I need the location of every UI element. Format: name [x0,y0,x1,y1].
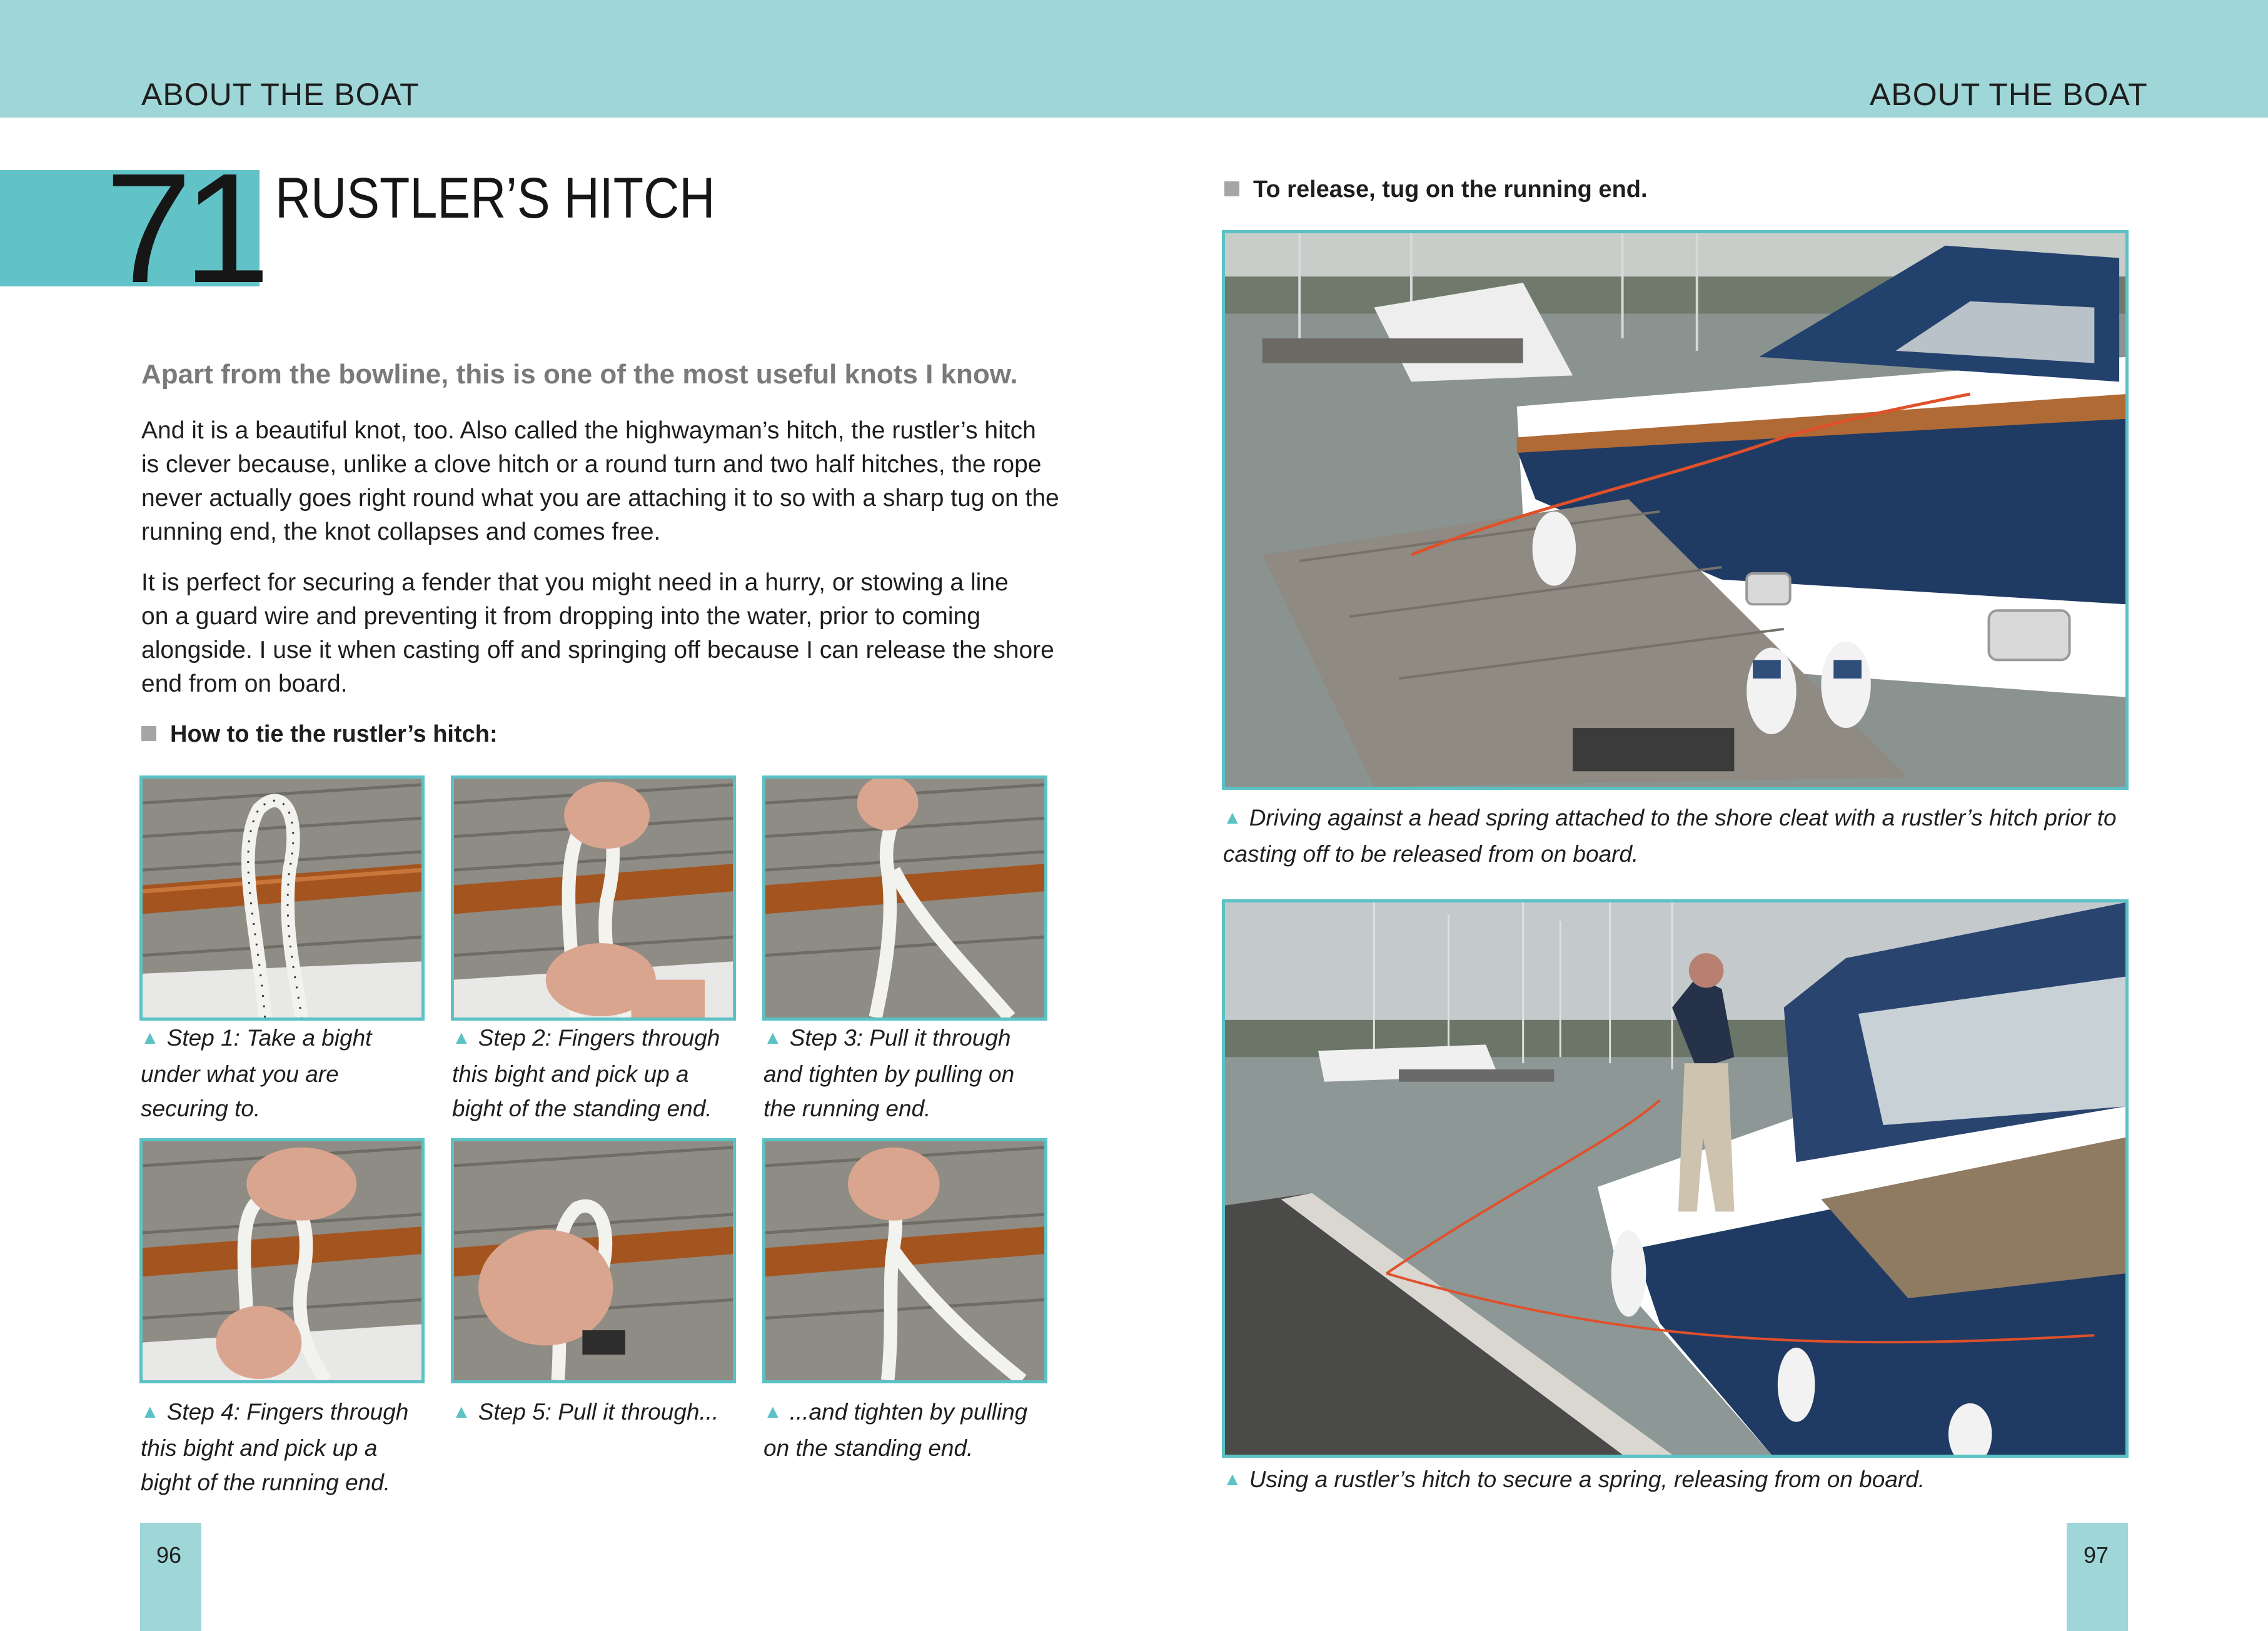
left-page-number: 96 [156,1542,182,1568]
triangle-bullet-icon: ▲ [141,1028,159,1048]
intro-paragraph-2 [141,566,1061,701]
step-3-caption [764,1021,1057,1126]
caption-line: Step 1: Take a bight [166,1025,372,1051]
left-folio-tab [140,1523,201,1631]
caption-line: this bight and pick up a [141,1435,378,1461]
caption-line: under what you are [141,1061,339,1087]
triangle-bullet-icon: ▲ [1223,1469,1242,1490]
caption-line: Driving against a head spring attached to the shore cleat with a rustler’s hitch prior to [1249,805,2117,831]
right-running-header: ABOUT THE BOAT [1870,77,2148,112]
photo1-caption [1223,800,2130,871]
text-line: running end, the knot collapses and comes free. [141,518,661,545]
caption-line: casting off to be released from on board. [1223,841,1639,867]
triangle-bullet-icon: ▲ [764,1028,782,1048]
caption-line: Step 5: Pull it through... [478,1399,719,1425]
text-line: And it is a beautiful knot, too. Also called the highwayman’s hitch, the rustler’s hitch [141,417,1036,444]
caption-line: Step 2: Fingers through [478,1025,720,1051]
how-to-heading [141,721,498,748]
release-heading [1224,176,1648,203]
step-4-photo [139,1138,425,1383]
text-line: alongside. I use it when casting off and springing off because I can release the shore [141,637,1054,664]
release-heading-text: To release, tug on the running end. [1253,176,1648,203]
square-bullet-icon [141,726,156,741]
triangle-bullet-icon: ▲ [1223,807,1242,828]
step-3-photo [762,775,1047,1021]
caption-line: Step 4: Fingers through [166,1399,409,1425]
text-line: never actually goes right round what you are attaching it to so with a sharp tug on the [141,485,1059,512]
step-4-caption [141,1395,428,1500]
text-line: is clever because, unlike a clove hitch or a round turn and two half hitches, the rope [141,451,1042,478]
square-bullet-icon [1224,181,1239,196]
caption-line: on the standing end. [764,1435,974,1461]
step-1-photo [139,775,425,1021]
caption-line: Step 3: Pull it through [789,1025,1011,1051]
step-2-photo [451,775,736,1021]
triangle-bullet-icon: ▲ [452,1028,471,1048]
text-line: It is perfect for securing a fender that you might need in a hurry, or stowing a line [141,569,1009,596]
how-to-heading-text: How to tie the rustler’s hitch: [170,721,498,747]
step-6-photo [762,1138,1047,1383]
lead-paragraph: Apart from the bowline, this is one of the most useful knots I know. [141,359,1018,390]
caption-line: this bight and pick up a [452,1061,689,1087]
man-securing-spring-photo [1222,899,2129,1458]
caption-line: ...and tighten by pulling [789,1399,1028,1425]
text-line: end from on board. [141,670,348,697]
step-5-caption [452,1395,746,1431]
intro-paragraph-1 [141,414,1061,549]
step-2-caption [452,1021,746,1126]
boat-head-spring-photo [1222,230,2129,790]
text-line: on a guard wire and preventing it from dropping into the water, prior to coming [141,603,980,630]
triangle-bullet-icon: ▲ [141,1401,159,1422]
caption-line: bight of the standing end. [452,1096,712,1121]
step-5-photo [451,1138,736,1383]
chapter-title: RUSTLER’S HITCH [275,166,715,230]
right-folio-tab [2067,1523,2128,1631]
caption-line: Using a rustler’s hitch to secure a spring, releasing from on board. [1249,1467,1925,1492]
caption-line: and tighten by pulling on [764,1061,1015,1087]
photo2-caption [1223,1462,2130,1498]
chapter-number: 71 [105,141,262,315]
step-1-caption [141,1021,428,1126]
step-6-caption [764,1395,1057,1465]
caption-line: bight of the running end. [141,1470,391,1495]
triangle-bullet-icon: ▲ [764,1401,782,1422]
caption-line: the running end. [764,1096,931,1121]
caption-line: securing to. [141,1096,261,1121]
left-running-header: ABOUT THE BOAT [141,77,420,112]
triangle-bullet-icon: ▲ [452,1401,471,1422]
right-page-number: 97 [2084,1542,2109,1568]
